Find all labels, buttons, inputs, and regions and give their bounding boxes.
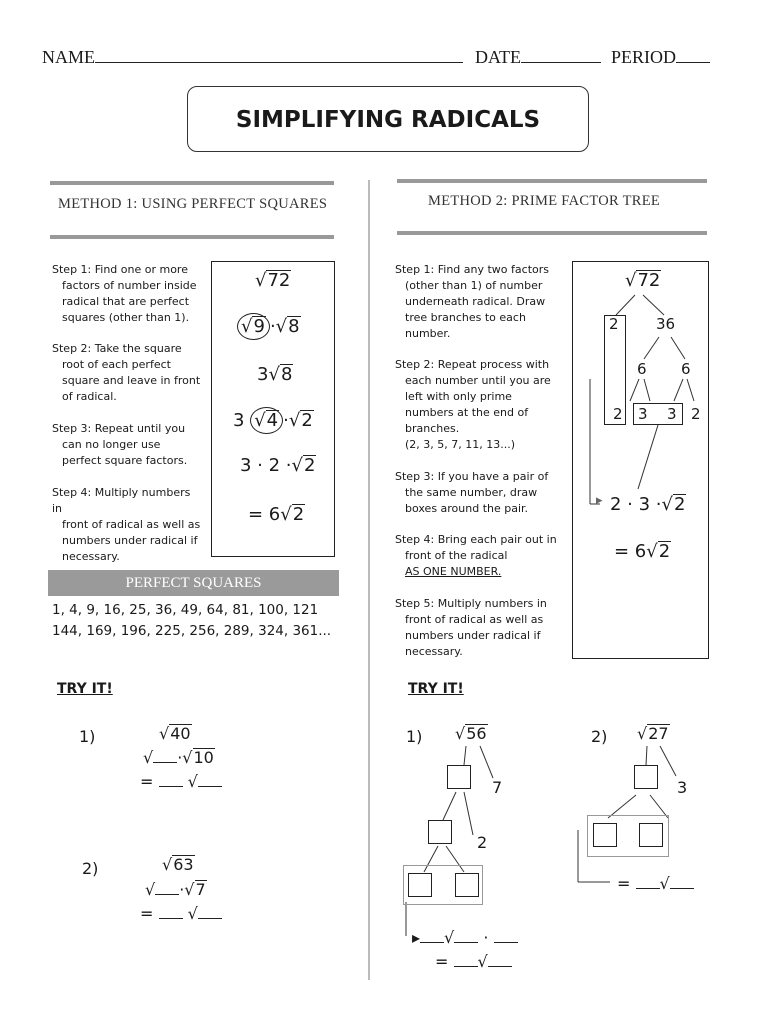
try-right-p1-result-row[interactable]: ▸ √ ·	[412, 928, 518, 947]
tree-prime-3b: 3	[667, 405, 677, 423]
period-field[interactable]	[611, 46, 710, 68]
try-right-p1-seven: 7	[492, 778, 503, 797]
column-divider	[368, 180, 370, 980]
try-right-p2-radical: √27	[637, 724, 669, 743]
try-left-p2-answer-row[interactable]: = √	[140, 904, 222, 923]
method2-step-1: Step 1: Find any two factors (other than 1) of number underneath radical. Draw tree branches to each number.	[395, 263, 549, 340]
name-label: NAME	[42, 47, 95, 67]
tree-prime-3a: 3	[638, 405, 648, 423]
try-left-p2-radical: √63	[162, 855, 194, 874]
method2-tree-lines	[572, 261, 709, 659]
method2-step-2: Step 2: Repeat process with each number until you are left with only prime numbers at the end of branches. (2, 3, 5, 7, 11, 13...)	[395, 358, 551, 451]
tree-node-2: 2	[609, 315, 619, 333]
method1-step-1: Step 1: Find one or more factors of number inside radical that are perfect squares (other than 1).	[52, 263, 197, 324]
try-right-p2-number: 2)	[591, 727, 608, 746]
tree-node-36: 36	[656, 315, 676, 333]
tree-node-6a: 6	[637, 360, 647, 378]
try-it-left-heading: TRY IT!	[57, 681, 113, 697]
tree-result: 2 · 3 ·√2	[610, 494, 686, 515]
try-left-p1-radical: √40	[159, 724, 191, 743]
tree-root: √72	[625, 270, 661, 291]
try-right-p2-box-top[interactable]	[634, 765, 658, 789]
try-right-p2-box-br[interactable]	[639, 823, 663, 847]
method1-heading: METHOD 1: USING PERFECT SQUARES	[58, 196, 328, 212]
date-field[interactable]	[475, 46, 601, 68]
try-left-p1-factor-row[interactable]: √ ·√10	[143, 748, 214, 767]
perfect-squares-line-2: 144, 169, 196, 225, 256, 289, 324, 361...	[52, 623, 332, 639]
tree-prime-2b: 2	[691, 405, 701, 423]
perfect-squares-heading: PERFECT SQUARES	[48, 570, 339, 596]
date-blank[interactable]	[521, 46, 601, 63]
try-it-right-heading: TRY IT!	[408, 681, 464, 697]
try-right-p1-box-top[interactable]	[447, 765, 471, 789]
date-label: DATE	[475, 47, 521, 67]
try-right-p2-answer-row[interactable]: = √	[617, 874, 694, 893]
m1-line6: = 6√2	[248, 504, 305, 525]
method2-step-5: Step 5: Multiply numbers in front of radical as well as numbers under radical if necessary.	[395, 597, 547, 658]
page-title: SIMPLIFYING RADICALS	[187, 86, 589, 152]
try-right-p2-three: 3	[677, 778, 688, 797]
try-right-p2-box-bl[interactable]	[593, 823, 617, 847]
m1-line2: √9 ·√8	[237, 313, 301, 340]
m1-line4: 3 √4 ·√2	[233, 407, 314, 434]
method1-bottom-bar	[50, 235, 334, 239]
tree-node-6b: 6	[681, 360, 691, 378]
try-left-p1-answer-row[interactable]: = √	[140, 772, 222, 791]
method1-step-4: Step 4: Multiply numbers in front of radical as well as numbers under radical if necessary.	[52, 486, 201, 563]
method1-step-2: Step 2: Take the square root of each perfect square and leave in front of radical.	[52, 342, 201, 403]
method2-step-3: Step 3: If you have a pair of the same number, draw boxes around the pair.	[395, 470, 549, 515]
tree-final: = 6√2	[614, 541, 671, 562]
m1-line3: 3√8	[257, 364, 293, 385]
tree-prime-2a: 2	[613, 405, 623, 423]
try-right-p1-box-br[interactable]	[455, 873, 479, 897]
method2-bottom-bar	[397, 231, 707, 235]
try-right-p1-box-bl[interactable]	[408, 873, 432, 897]
m1-line5: 3 · 2 ·√2	[240, 455, 316, 476]
perfect-squares-line-1: 1, 4, 9, 16, 25, 36, 49, 64, 81, 100, 121	[52, 602, 319, 618]
try-right-p1-box-mid[interactable]	[428, 820, 452, 844]
period-blank[interactable]	[676, 46, 710, 63]
try-right-p1-radical: √56	[455, 724, 487, 743]
try-left-p2-number: 2)	[82, 859, 99, 878]
method1-step-3: Step 3: Repeat until you can no longer use perfect square factors.	[52, 422, 188, 467]
m1-line1: √72	[255, 270, 291, 291]
tree-arrow-icon: ▸	[596, 493, 603, 508]
try-left-p2-factor-row[interactable]: √ ·√7	[145, 880, 206, 899]
method2-step-4: Step 4: Bring each pair out in front of the radical AS ONE NUMBER.	[395, 533, 557, 578]
period-label: PERIOD	[611, 47, 677, 67]
name-blank[interactable]	[95, 46, 463, 63]
try-right-p1-answer-row[interactable]: = √	[435, 952, 512, 971]
method2-heading: METHOD 2: PRIME FACTOR TREE	[428, 193, 661, 209]
try-right-p1-number: 1)	[406, 727, 423, 746]
method2-top-bar	[397, 179, 707, 183]
name-field[interactable]	[42, 46, 463, 68]
method1-top-bar	[50, 181, 334, 185]
try-left-p1-number: 1)	[79, 727, 96, 746]
try-right-p1-two: 2	[477, 833, 488, 852]
